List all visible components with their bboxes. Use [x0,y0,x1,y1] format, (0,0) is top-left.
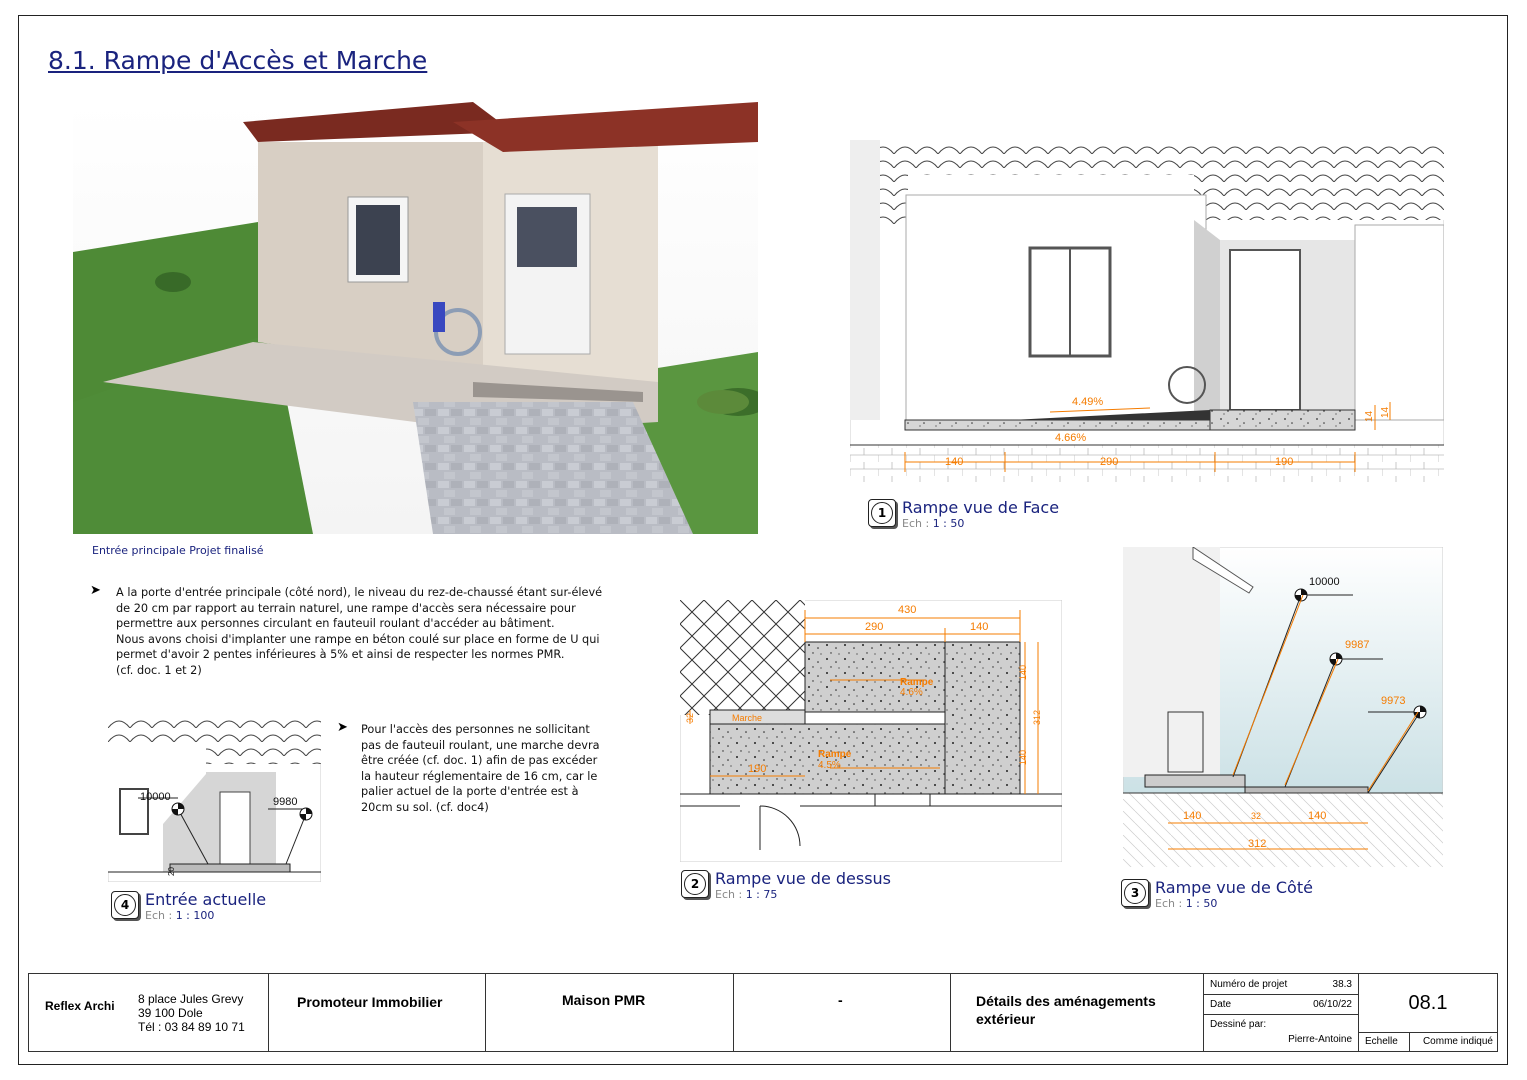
text-line: Nous avons choisi d'implanter une rampe en béton coulé sur place en forme de U qui [116,632,600,646]
side-dim: 140 [1308,810,1327,822]
text-line: 20cm su sol. (cf. doc4) [361,800,489,814]
title-block-drawing [951,974,1204,1051]
top-dim-bottom: 190 [748,763,767,775]
title-block-client [269,974,486,1051]
scale-label: Echelle [1365,1036,1398,1047]
current-dim: 20 [167,867,176,876]
view-name: Rampe vue de Côté [1155,878,1313,897]
text-line: (cf. doc. 1 et 2) [116,663,202,677]
paragraph-step [361,722,600,816]
top-rampe-label: Rampe [818,749,852,760]
text-line: être créée (cf. doc. 1) afin de pas excéder [361,754,598,768]
project-number-label: Numéro de projet [1210,979,1288,990]
scale-prefix: Ech : [902,517,930,530]
drawn-by-label: Dessiné par: [1210,1019,1267,1030]
face-slope-bottom: 4.66% [1055,432,1087,444]
paragraph-ramp [116,585,602,679]
render-photo [73,102,758,534]
scale-value: 1 : 50 [932,517,965,530]
view-number: 3 [1124,882,1146,904]
text-line: la hauteur réglementaire de 16 cm, car le [361,769,598,783]
top-dim: 430 [898,604,917,616]
view-number-badge [1121,879,1149,907]
drawing-title-line: extérieur [976,1011,1036,1027]
company-name: Reflex Archi [45,999,115,1013]
view-scale [1155,897,1313,911]
address-line: 8 place Jules Grevy [138,992,244,1006]
side-total: 312 [1248,838,1267,850]
title-block [28,973,1498,1052]
current-level: 10000 [140,791,171,803]
scale-prefix: Ech : [1155,897,1183,910]
scale-value: Comme indiqué [1422,1036,1493,1047]
project-number: 38.3 [1332,979,1352,990]
project-phase: - [838,992,843,1008]
view-name: Rampe vue de dessus [715,869,892,888]
view-current-drawing [108,714,321,886]
drawing-title-line: Détails des aménagements [976,993,1156,1009]
face-dim: 140 [945,456,964,468]
scale-prefix: Ech : [715,888,743,901]
view-title-2 [681,870,891,902]
title-block-sheet [1359,974,1497,1051]
scale-value: 1 : 100 [175,909,215,922]
top-dim-side: 140 [1018,749,1028,765]
view-scale [145,909,266,923]
company-address [138,992,245,1034]
view-number-badge [111,891,139,919]
view-side-drawing [1123,547,1443,871]
current-level: 9980 [273,796,298,808]
view-number: 1 [871,502,893,524]
address-line: 39 100 Dole [138,1006,203,1020]
view-name: Rampe vue de Face [902,498,1060,517]
title-block-phase [734,974,951,1051]
date-label: Date [1210,999,1232,1010]
title-block-company [29,974,269,1051]
top-dim: 140 [970,621,989,633]
date-value: 06/10/22 [1313,999,1352,1010]
side-level: 9973 [1381,695,1406,707]
text-line: permet d'avoir 2 pentes inférieures à 5% et ainsi de respecter les normes PMR. [116,648,565,662]
text-line: pas de fauteuil roulant, une marche devra [361,738,600,752]
view-number: 4 [114,894,136,916]
arrow-bullet-icon: ➤ [90,583,101,598]
top-dim: 290 [865,621,884,633]
scale-value: 1 : 50 [1185,897,1218,910]
top-dim-left: 32 [685,712,695,723]
address-line: Tél : 03 84 89 10 71 [138,1020,245,1034]
face-height: 14 [1364,410,1375,422]
face-dim: 290 [1100,456,1119,468]
drawing-title [976,992,1156,1028]
page-title: 8.1. Rampe d'Accès et Marche [48,46,428,75]
view-scale [715,888,891,902]
scale-value: 1 : 75 [745,888,778,901]
drawn-by: Pierre-Antoine [1288,1034,1352,1045]
title-block-project [486,974,734,1051]
text-line: Pour l'accès des personnes ne sollicitant [361,723,590,736]
sheet-number: 08.1 [1408,992,1448,1014]
photo-caption: Entrée principale Projet finalisé [92,544,264,557]
side-dim: 32 [1251,811,1262,821]
top-marche-label: Marche [732,713,763,723]
face-height: 14 [1380,406,1391,418]
text-line: A la porte d'entrée principale (côté nord), le niveau du rez-de-chaussé étant sur-élevé [116,586,603,599]
project-name: Maison PMR [562,992,646,1008]
view-title-4 [111,891,266,923]
face-dim: 190 [1275,456,1294,468]
top-rampe-slope: 4.6% [900,687,923,698]
top-dim-side: 312 [1032,709,1042,725]
top-rampe-slope: 4.5% [818,760,841,771]
client-name: Promoteur Immobilier [297,994,443,1010]
scale-prefix: Ech : [145,909,173,922]
view-top-drawing [680,600,1062,866]
top-rampe-label: Rampe [900,677,934,688]
side-level: 10000 [1309,576,1340,588]
view-number-badge [681,870,709,898]
view-name: Entrée actuelle [145,890,267,909]
side-dim: 140 [1183,810,1202,822]
view-title-3 [1121,879,1313,911]
face-slope-top: 4.49% [1072,396,1104,408]
arrow-bullet-icon: ➤ [337,720,348,735]
view-number-badge [868,499,896,527]
view-number: 2 [684,873,706,895]
view-scale [902,517,1059,531]
text-line: de 20 cm par rapport au terrain naturel, une rampe d'accès sera nécessaire pour [116,601,576,615]
text-line: permettre aux personnes circulant en fauteuil roulant d'accéder au bâtiment. [116,617,555,631]
top-dim-side: 140 [1018,664,1028,680]
title-block-meta [1204,974,1359,1051]
view-title-1 [868,499,1059,531]
side-level: 9987 [1345,639,1370,651]
text-line: palier actuel de la porte d'entrée est à [361,785,579,799]
view-face-drawing [850,140,1444,486]
